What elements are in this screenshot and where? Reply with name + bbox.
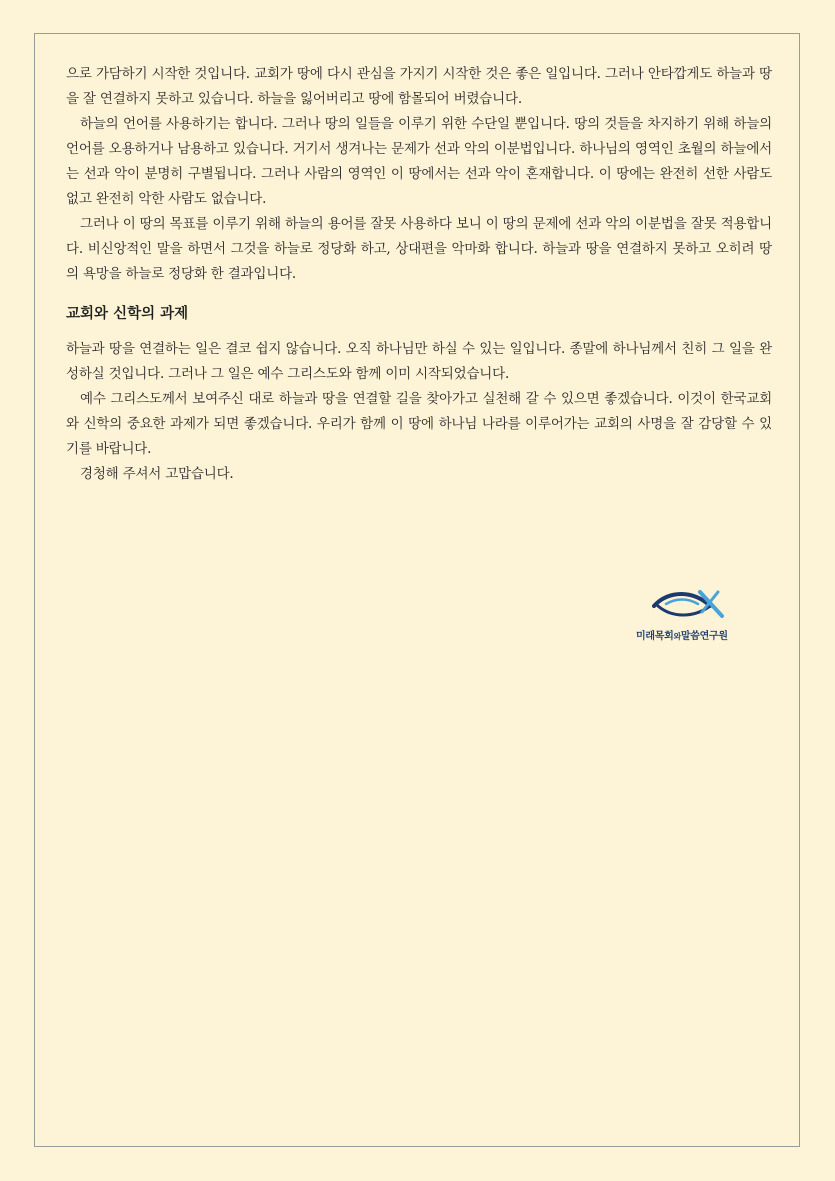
section-heading: 교회와 신학의 과제 xyxy=(66,306,189,322)
closing-paragraph: 경청해 주셔서 고맙습니다. xyxy=(80,466,234,482)
paragraph: 으로 가담하기 시작한 것입니다. 교회가 땅에 다시 관심을 가지기 시작한 것은 좋은 일입니다. 그러나 안타깝게도 하늘과 땅을 잘 연결하지 못하고 있습니다. 하늘을 잃어버리고 땅에 함몰되어 버렸습니다. xyxy=(66,66,772,107)
paragraph: 하늘의 언어를 사용하기는 합니다. 그러나 땅의 일들을 이루기 위한 수단일 뿐입니다. 땅의 것들을 차지하기 위해 하늘의 언어를 오용하거나 남용하고 있습니다. 거기서 생겨나는 문제가 선과 악의 이분법입니다. 하나님의 영역인 초월의 하늘에서는 선과 악이 분명히 구별됩니다. 그러나 사람의 영역인 이 땅에서는 선과 악이 혼재합니다. 이 땅에는 완전히 선한 사람도 없고 완전히 악한 사람도 없습니다. xyxy=(66,116,772,207)
logo-text-part2: 와 xyxy=(673,632,681,641)
logo-text-part1: 미래목회 xyxy=(636,631,674,642)
organization-logo xyxy=(636,586,756,650)
paragraph: 예수 그리스도께서 보여주신 대로 하늘과 땅을 연결할 길을 찾아가고 실천해 갈 수 있으면 좋겠습니다. 이것이 한국교회와 신학의 중요한 과제가 되면 좋겠습니다. 우리가 함께 이 땅에 하나님 나라를 이루어가는 교회의 사명을 잘 감당할 수 있기를 바랍니다. xyxy=(66,391,772,457)
paragraph: 하늘과 땅을 연결하는 일은 결코 쉽지 않습니다. 오직 하나님만 하실 수 있는 일입니다. 종말에 하나님께서 친히 그 일을 완성하실 것입니다. 그러나 그 일은 예수 그리스도와 함께 이미 시작되었습니다. xyxy=(66,341,772,382)
fish-cross-icon xyxy=(652,586,728,622)
article-body xyxy=(66,62,772,487)
logo-text-part3: 말씀연구원 xyxy=(680,631,728,642)
logo-text xyxy=(636,627,756,642)
paragraph: 그러나 이 땅의 목표를 이루기 위해 하늘의 용어를 잘못 사용하다 보니 이 땅의 문제에 선과 악의 이분법을 잘못 적용합니다. 비신앙적인 말을 하면서 그것을 하늘로 정당화 하고, 상대편을 악마화 합니다. 하늘과 땅을 연결하지 못하고 오히려 땅의 욕망을 하늘로 정당화 한 결과입니다. xyxy=(66,216,772,282)
